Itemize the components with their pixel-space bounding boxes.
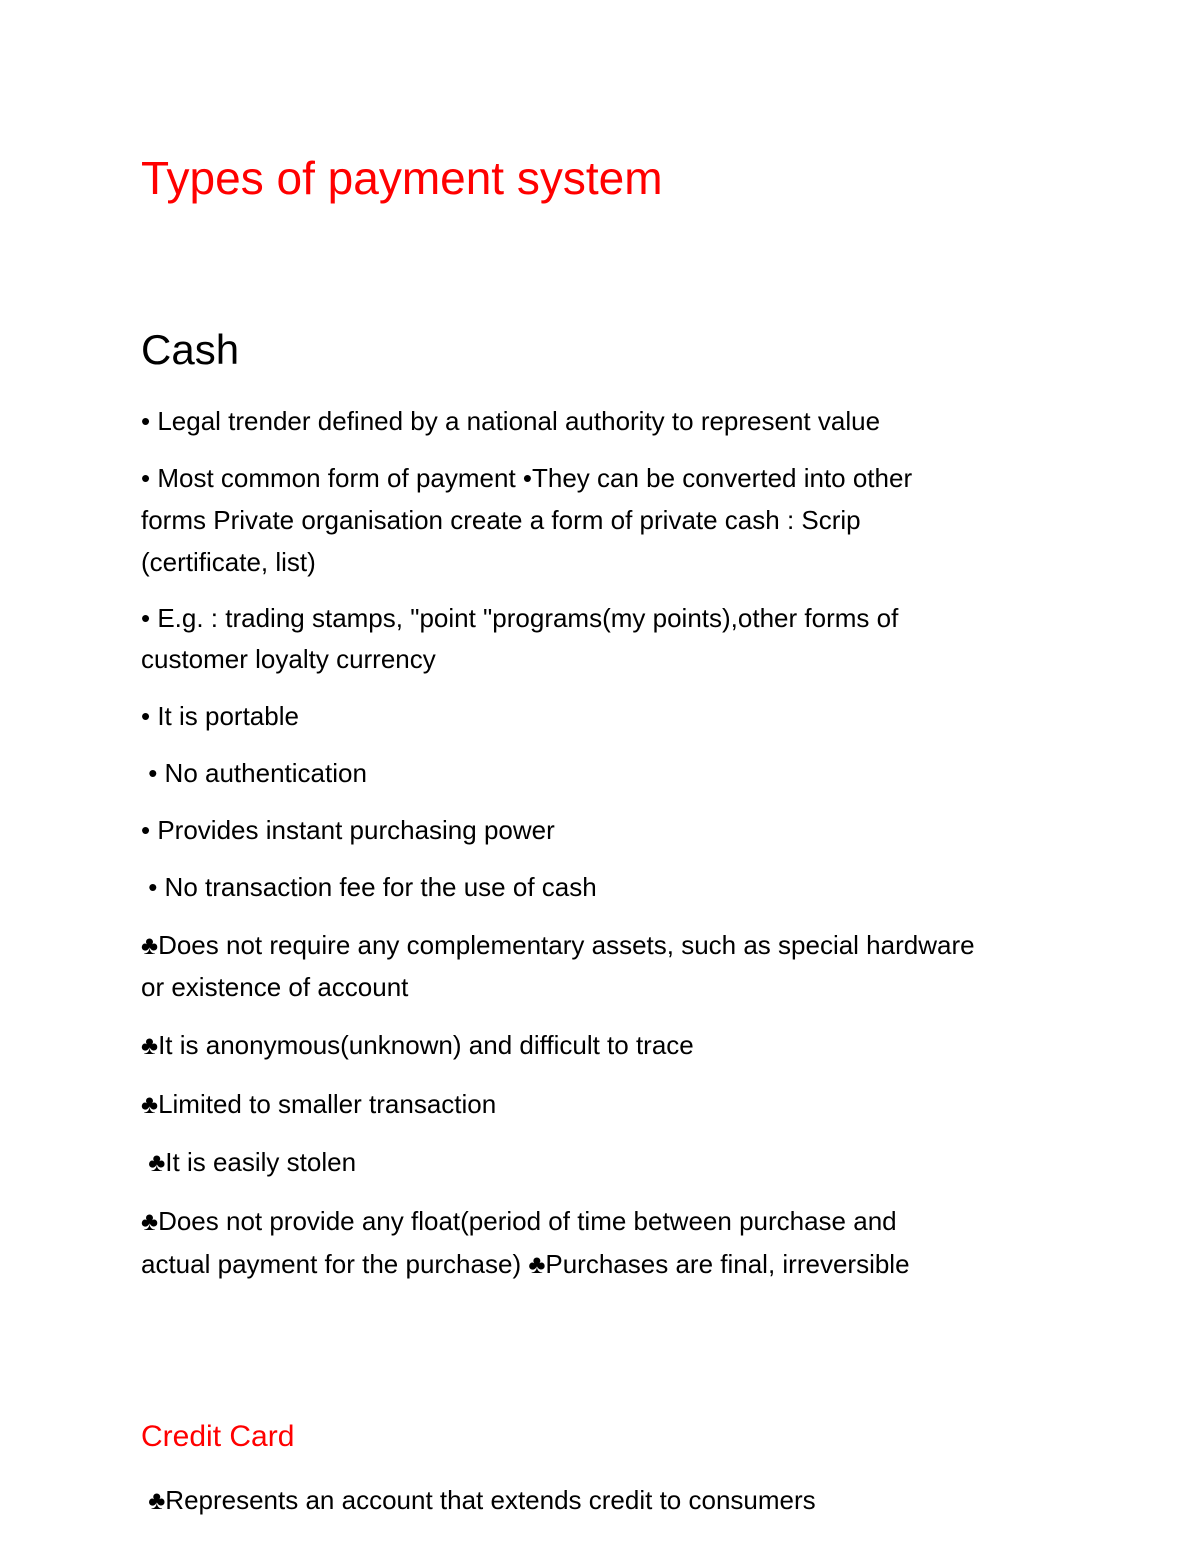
cash-line: • Legal trender defined by a national authority to represent value — [141, 406, 881, 436]
section-heading-cash: Cash — [141, 326, 240, 373]
cash-line: ♣Does not provide any float(period of time between purchase and — [141, 1206, 897, 1236]
section-heading-credit-card: Credit Card — [141, 1420, 295, 1453]
cash-line: (certificate, list) — [141, 547, 316, 577]
credit-card-line: ♣Represents an account that extends credit to consumers — [141, 1485, 816, 1515]
cash-line: • Provides instant purchasing power — [141, 815, 555, 845]
cash-line: ♣It is anonymous(unknown) and difficult to trace — [141, 1030, 694, 1060]
cash-line: or existence of account — [141, 972, 409, 1002]
cash-line: customer loyalty currency — [141, 644, 436, 674]
cash-line: • Most common form of payment •They can be converted into other — [141, 463, 913, 493]
cash-line: • It is portable — [141, 701, 299, 731]
cash-line: actual payment for the purchase) ♣Purchases are final, irreversible — [141, 1249, 910, 1279]
cash-line: ♣Does not require any complementary assets, such as special hardware — [141, 930, 975, 960]
cash-line: ♣Limited to smaller transaction — [141, 1089, 497, 1119]
cash-line: ♣It is easily stolen — [141, 1147, 357, 1177]
cash-line: • E.g. : trading stamps, "point "programs(my points),other forms of — [141, 603, 899, 633]
page-title: Types of payment system — [141, 152, 663, 204]
cash-line: forms Private organisation create a form of private cash : Scrip — [141, 505, 861, 535]
cash-line: • No transaction fee for the use of cash — [141, 872, 597, 902]
cash-line: • No authentication — [141, 758, 367, 788]
